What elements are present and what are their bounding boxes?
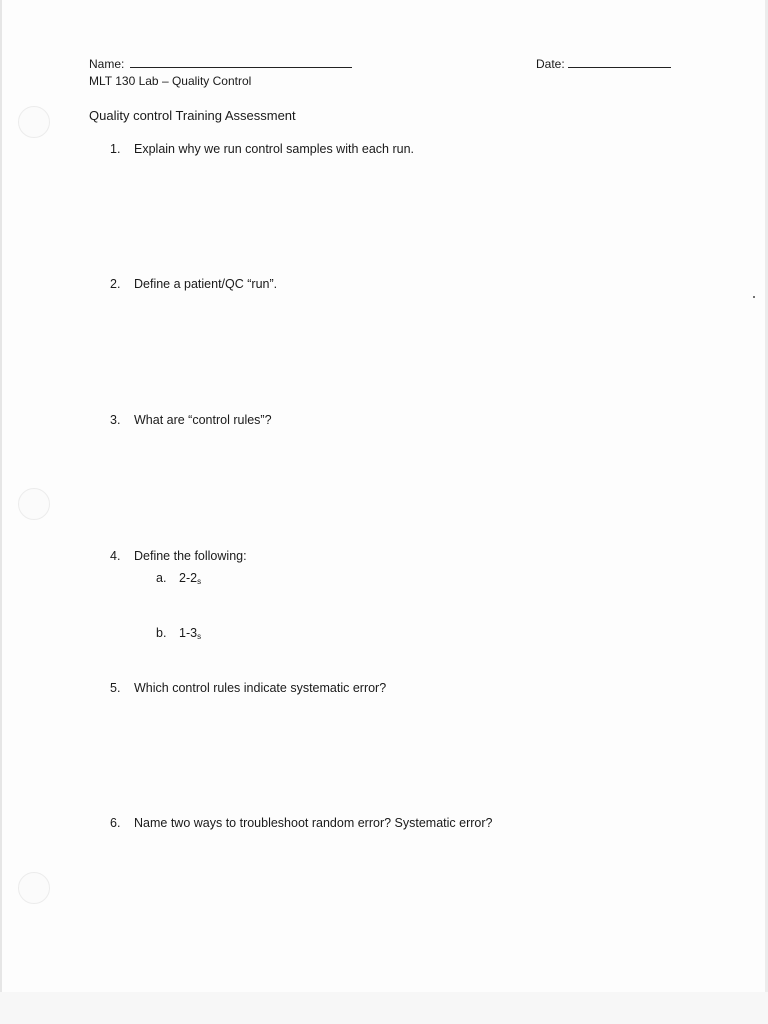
subitem-b-rule-subscript: s <box>197 632 202 641</box>
subitem-a-rule-main: 2-2 <box>179 571 198 585</box>
punch-hole-bottom <box>18 872 50 904</box>
course-title: MLT 130 Lab – Quality Control <box>89 74 252 88</box>
question-1-number: 1. <box>110 142 121 156</box>
subitem-a-letter: a. <box>156 571 167 585</box>
subitem-b-rule-main: 1-3 <box>179 626 198 640</box>
question-5-number: 5. <box>110 681 121 695</box>
scan-speck <box>753 296 755 298</box>
question-5-text: Which control rules indicate systematic error? <box>134 681 387 695</box>
subitem-a-rule <box>179 571 201 586</box>
punch-hole-top <box>18 106 50 138</box>
question-1-text: Explain why we run control samples with each run. <box>134 142 414 156</box>
subitem-a-rule-subscript: s <box>197 577 202 586</box>
question-4-number: 4. <box>110 549 121 563</box>
question-6-number: 6. <box>110 816 121 830</box>
question-2-text: Define a patient/QC “run”. <box>134 277 278 291</box>
assessment-title: Quality control Training Assessment <box>89 108 296 123</box>
subitem-b-letter: b. <box>156 626 167 640</box>
date-blank-line[interactable] <box>568 67 671 68</box>
date-label: Date: <box>536 57 565 71</box>
name-blank-line[interactable] <box>130 67 352 68</box>
question-3-number: 3. <box>110 413 121 427</box>
question-3-text: What are “control rules”? <box>134 413 272 427</box>
punch-hole-middle <box>18 488 50 520</box>
question-6-text: Name two ways to troubleshoot random error? Systematic error? <box>134 816 493 830</box>
scan-edge-bottom <box>0 992 768 1024</box>
question-4-text: Define the following: <box>134 549 247 563</box>
scan-edge-left <box>0 0 2 1024</box>
name-label: Name: <box>89 57 125 71</box>
subitem-b-rule <box>179 626 201 641</box>
question-2-number: 2. <box>110 277 121 291</box>
